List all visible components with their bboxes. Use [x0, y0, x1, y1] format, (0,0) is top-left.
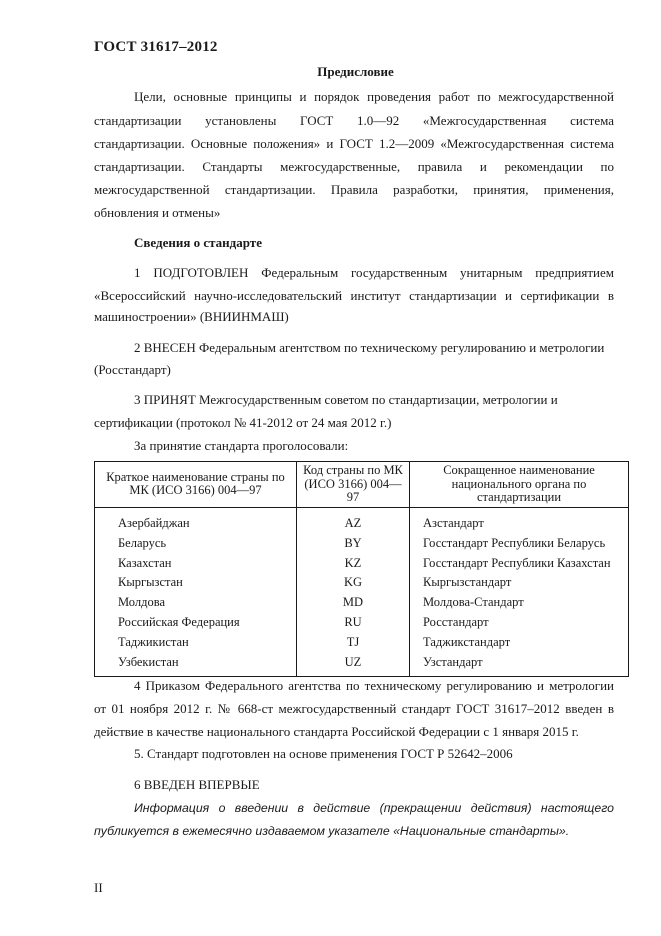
intro-line-2: стандартизации установлены ГОСТ 1.0—92 «Межгосударственная система	[94, 113, 614, 128]
table-header-row	[95, 462, 629, 508]
standards-body: Росстандарт	[410, 613, 629, 633]
item4-line-3: действие в качестве национального стандарта Российской Федерации с 1 января 2015 г.	[94, 724, 579, 739]
item2-line-2: (Росстандарт)	[94, 362, 171, 377]
item6: 6 ВВЕДЕН ВПЕРВЫЕ	[134, 777, 260, 792]
item4-line-2: от 01 ноября 2012 г. № 668-ст межгосударственный стандарт ГОСТ 31617–2012 введен в	[94, 701, 614, 716]
country-code: BY	[297, 534, 410, 554]
page-number: II	[94, 880, 103, 895]
standards-body: Узстандарт	[410, 652, 629, 676]
country-name: Узбекистан	[95, 652, 297, 676]
standards-body: Молдова-Стандарт	[410, 593, 629, 613]
country-code: RU	[297, 613, 410, 633]
document-code: ГОСТ 31617–2012	[94, 39, 218, 55]
table-row	[95, 573, 629, 593]
table-row	[95, 507, 629, 534]
header-standards-body: Сокращенное наименование национального органа по стандартизации	[410, 462, 629, 508]
table-row	[95, 534, 629, 554]
item5: 5. Стандарт подготовлен на основе применения ГОСТ Р 52642–2006	[134, 746, 513, 761]
section-title: Предисловие	[317, 64, 394, 79]
vote-caption: За принятие стандарта проголосовали:	[134, 438, 349, 453]
table-row	[95, 593, 629, 613]
standards-body: Таджикстандарт	[410, 632, 629, 652]
notice-line-1: Информация о введении в действие (прекращении действия) настоящего	[134, 801, 614, 815]
country-code: AZ	[297, 507, 410, 534]
standards-body: Госстандарт Республики Казахстан	[410, 553, 629, 573]
country-name: Кыргызстан	[95, 573, 297, 593]
intro-line-3: стандартизации. Основные положения» и ГОСТ 1.2—2009 «Межгосударственная система	[94, 136, 614, 151]
country-code: TJ	[297, 632, 410, 652]
table-row	[95, 652, 629, 676]
item1-line-2: «Всероссийский научно-исследовательский институт стандартизации и сертификации в	[94, 288, 614, 303]
item3-line-1: 3 ПРИНЯТ Межгосударственным советом по стандартизации, метрологии и	[134, 392, 558, 407]
country-name: Молдова	[95, 593, 297, 613]
standards-body: Госстандарт Республики Беларусь	[410, 534, 629, 554]
country-name: Казахстан	[95, 553, 297, 573]
standards-body: Азстандарт	[410, 507, 629, 534]
country-name: Азербайджан	[95, 507, 297, 534]
item3-line-2: сертификации (протокол № 41-2012 от 24 мая 2012 г.)	[94, 415, 392, 430]
country-code: KG	[297, 573, 410, 593]
table-row	[95, 613, 629, 633]
intro-line-4: стандартизации. Стандарты межгосударственные, правила и рекомендации по	[94, 159, 614, 174]
table-row	[95, 553, 629, 573]
intro-line-5: межгосударственной стандартизации. Правила разработки, принятия, применения,	[94, 182, 614, 197]
country-name: Таджикистан	[95, 632, 297, 652]
voting-table	[94, 461, 629, 677]
header-country-code: Код страны по МК (ИСО 3166) 004—97	[297, 462, 410, 508]
country-code: MD	[297, 593, 410, 613]
intro-line-1: Цели, основные принципы и порядок проведения работ по межгосударственной	[134, 89, 614, 104]
country-name: Российская Федерация	[95, 613, 297, 633]
country-code: UZ	[297, 652, 410, 676]
notice-line-2: публикуется в ежемесячно издаваемом указателе «Национальные стандарты».	[94, 824, 570, 838]
table-row	[95, 632, 629, 652]
country-code: KZ	[297, 553, 410, 573]
country-name: Беларусь	[95, 534, 297, 554]
item1-line-3: машиностроении» (ВНИИНМАШ)	[94, 309, 289, 324]
header-country-name: Краткое наименование страны по МК (ИСО 3166) 004—97	[95, 462, 297, 508]
standards-body: Кыргызстандарт	[410, 573, 629, 593]
info-heading: Сведения о стандарте	[134, 235, 262, 250]
item1-line-1: 1 ПОДГОТОВЛЕН Федеральным государственным унитарным предприятием	[134, 265, 614, 280]
item4-line-1: 4 Приказом Федерального агентства по техническому регулированию и метрологии	[134, 678, 614, 693]
item2-line-1: 2 ВНЕСЕН Федеральным агентством по техническому регулированию и метрологии	[134, 340, 605, 355]
intro-line-6: обновления и отмены»	[94, 205, 221, 220]
